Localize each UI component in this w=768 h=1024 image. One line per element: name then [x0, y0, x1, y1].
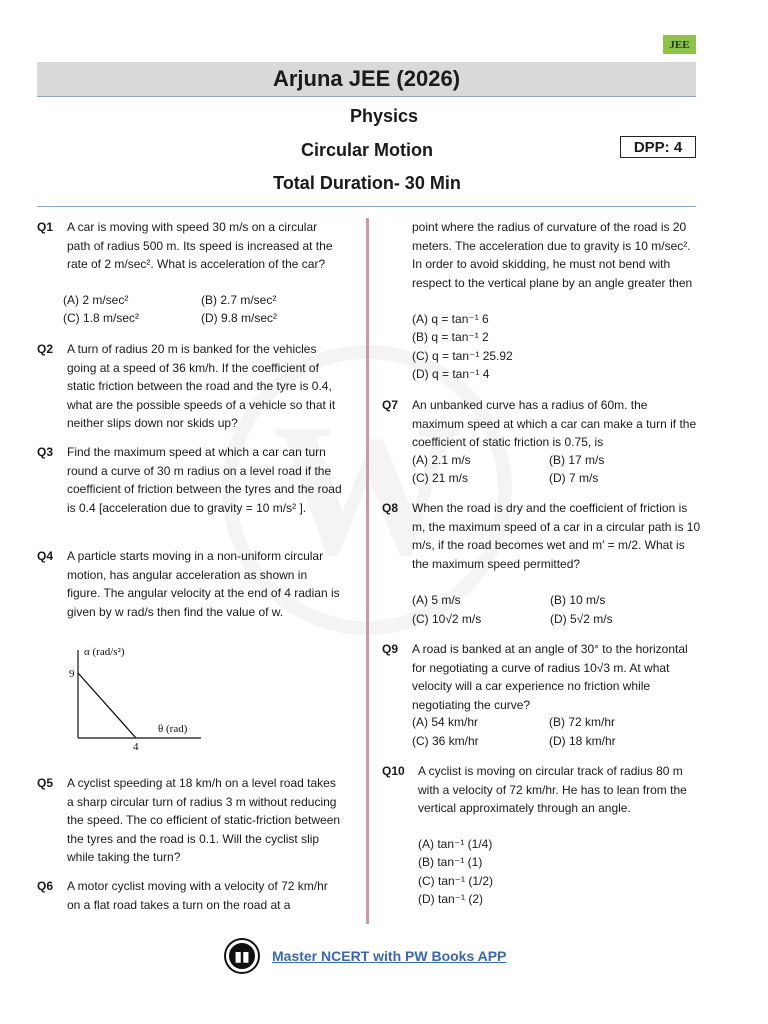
option-c: (C) 1.8 m/sec² [63, 311, 140, 325]
option-d: (D) 7 m/s [549, 471, 599, 485]
question-number: Q1 [37, 220, 54, 234]
question-number: Q10 [382, 764, 405, 778]
question-number: Q5 [37, 776, 54, 790]
question-text: A car is moving with speed 30 m/s on a circular path of radius 500 m. Its speed is increased at the rate of 2 m/sec². What is acceleration of the car? [67, 220, 333, 271]
book-icon: ▮▮ [226, 940, 258, 972]
question-number: Q8 [382, 501, 399, 515]
page-title: Arjuna JEE (2026) [37, 62, 696, 97]
option-b: (B) 17 m/s [549, 453, 605, 467]
option-b: (B) 10 m/s [550, 593, 606, 607]
column-divider [366, 218, 369, 924]
graph-line [78, 673, 136, 738]
option-c: (C) q = tan⁻¹ 25.92 [412, 349, 513, 363]
duration-heading: Total Duration- 30 Min [273, 173, 461, 193]
option-d: (D) 5√2 m/s [550, 612, 613, 626]
footer [226, 940, 506, 972]
dpp-number-box: DPP: 4 [620, 136, 696, 158]
question-text: A turn of radius 20 m is banked for the vehicles going at a speed of 36 km/h. If the coefficient of static friction between the road and the tyre is 0.4, what are the possible speeds of a vehicle so that it neither slips down nor skids up? [67, 342, 336, 430]
question-text: A road is banked at an angle of 30° to the horizontal for negotiating a curve of radius 10√3 m. At what velocity will a car experience no friction while negotiating the curve? [412, 642, 688, 712]
option-d: (D) 18 km/hr [549, 734, 616, 748]
option-b: (B) 2.7 m/sec² [201, 293, 277, 307]
option-b: (B) 72 km/hr [549, 715, 616, 729]
option-c: (C) 21 m/s [412, 471, 469, 485]
question-number: Q3 [37, 445, 54, 459]
option-a: (A) 5 m/s [412, 593, 461, 607]
option-c: (C) 10√2 m/s [412, 612, 482, 626]
question-text: When the road is dry and the coefficient of friction is m, the maximum speed of a car in a circular path is 10 m/s, if the road becomes wet and m′ = m/2. What is the maximum speed permitted? [412, 501, 701, 571]
question-text: A particle starts moving in a non-uniform circular motion, has angular acceleration as shown in figure. The angular velocity at the end of 4 radian is given by w rad/s then find the value of w. [67, 549, 340, 619]
option-d: (D) tan⁻¹ (2) [418, 892, 484, 906]
option-d: (D) q = tan⁻¹ 4 [412, 367, 490, 381]
option-a: (A) 2 m/sec² [63, 293, 129, 307]
option-c: (C) 36 km/hr [412, 734, 479, 748]
graph-x-tick: 4 [133, 741, 139, 753]
question-number: Q4 [37, 549, 54, 563]
graph-x-label: θ (rad) [158, 723, 188, 735]
question-text: A motor cyclist moving with a velocity of 72 km/hr on a flat road takes a turn on the road at a [67, 879, 328, 912]
subject-heading: Physics [349, 106, 419, 126]
option-b: (B) tan⁻¹ (1) [418, 855, 483, 869]
question-text: point where the radius of curvature of the road is 20 meters. The acceleration due to gravity is 10 m/sec². In order to avoid skidding, he must not bend with respect to the vertical plane by an angle greater then [412, 220, 693, 290]
exam-badge: JEE [663, 35, 696, 54]
option-a: (A) 54 km/hr [412, 715, 479, 729]
question-number: Q2 [37, 342, 54, 356]
option-c: (C) tan⁻¹ (1/2) [418, 874, 494, 888]
question-number: Q7 [382, 398, 399, 412]
option-b: (B) q = tan⁻¹ 2 [412, 330, 489, 344]
question-text: An unbanked curve has a radius of 60m. the maximum speed at which a car can make a turn if the coefficient of static friction is 0.75, is [412, 398, 697, 449]
question-number: Q6 [37, 879, 54, 893]
question-number: Q9 [382, 642, 399, 656]
pw-books-app-link[interactable]: Master NCERT with PW Books APP [272, 948, 507, 964]
option-d: (D) 9.8 m/sec² [201, 311, 278, 325]
angular-acceleration-graph [66, 640, 216, 755]
graph-y-tick: 9 [69, 668, 75, 680]
option-a: (A) q = tan⁻¹ 6 [412, 312, 489, 326]
header-divider [37, 206, 696, 207]
question-text: A cyclist is moving on circular track of radius 80 m with a velocity of 72 km/hr. He has to lean from the vertical approximately through an angle. [418, 764, 687, 815]
graph-y-label: α (rad/s²) [84, 646, 125, 658]
chapter-heading: Circular Motion [300, 140, 433, 160]
option-a: (A) 2.1 m/s [412, 453, 471, 467]
question-text: A cyclist speeding at 18 km/h on a level road takes a sharp circular turn of radius 3 m without reducing the speed. The co efficient of static-friction between the tyres and the road is 0.1. Will the cyclist slip while taking the turn? [67, 776, 341, 864]
option-a: (A) tan⁻¹ (1/4) [418, 837, 493, 851]
question-text: Find the maximum speed at which a car can turn round a curve of 30 m radius on a level road if the coefficient of friction between the tyres and the road is 0.4 [acceleration due to gravity = 10 m/s² ]. [67, 445, 342, 515]
